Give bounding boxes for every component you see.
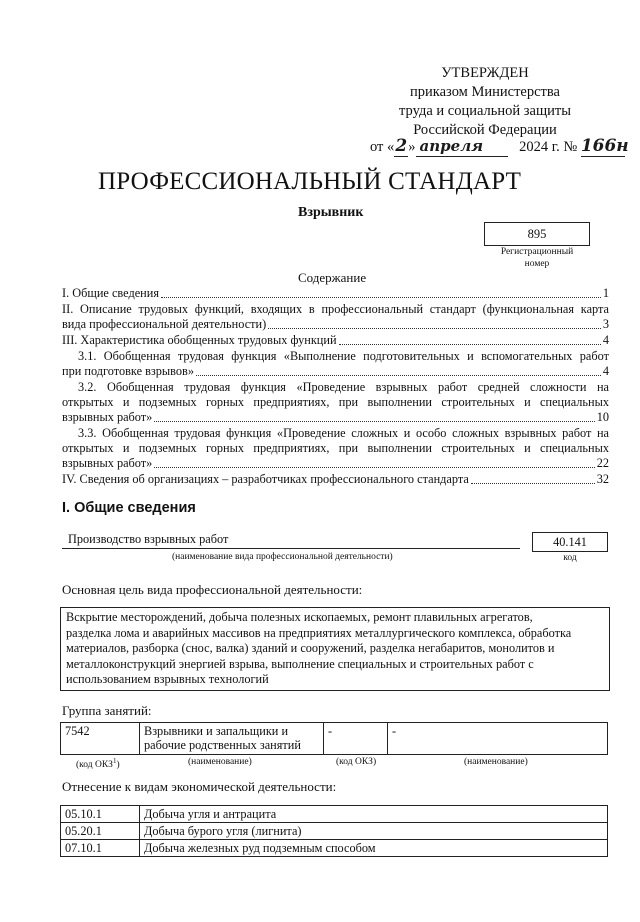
activity-underline [62,548,520,549]
approval-date-line: от «2» апреля 2024 г. № 166н [370,136,629,156]
toc-item-2[interactable]: вида профессиональной деятельности) 3 [62,317,609,331]
handwritten-order-number: 166н [580,136,629,156]
approval-federation-line: Российской Федерации [413,122,557,138]
occupation-group-table [60,722,608,755]
okz-code2-caption: (код ОКЗ) [336,757,377,767]
activity-code-caption: код [563,553,577,563]
toc-item-3-3[interactable]: взрывных работ» 22 [62,456,609,470]
okved-name-cell: Добыча железных руд подземным способом [140,840,608,857]
table-row [61,806,608,823]
activity-code-box: 40.141 [532,532,608,552]
section-1-heading: I. Общие сведения [62,500,196,516]
toc-item-3-2-line2: открытых и подземных горных предприятиях, при выполнении строительных и специальных [62,395,609,409]
okz-name2-caption: (наименование) [464,757,528,767]
goal-line-1: Вскрытие месторождений, добыча полезных ископаемых, ремонт плавильных агрегатов, [66,610,533,624]
toc-heading: Содержание [298,270,367,285]
toc-item-3-3-line2: открытых и подземных горных предприятиях, при выполнении строительных и специальных [62,441,609,455]
toc-item-3-2-line1: 3.2. Обобщенная трудовая функция «Проведение взрывных работ средней сложности на [78,380,609,394]
toc-item-3-1[interactable]: при подготовке взрывов» 4 [62,364,609,378]
econ-activity-label: Отнесение к видам экономической деятельности: [62,779,337,794]
okved-code-cell: 05.20.1 [61,823,140,840]
toc-item-3-2[interactable]: взрывных работ» 10 [62,410,609,424]
approval-block [380,64,590,140]
group-label: Группа занятий: [62,703,152,718]
table-row [61,840,608,857]
econ-activity-table [60,805,608,857]
toc-item-2-line1: II. Описание трудовых функций, входящих в профессиональный стандарт (функциональная карта [62,302,609,316]
handwritten-month: апреля [416,137,508,157]
okz-code-caption: (код ОКЗ$^1$) [76,757,120,771]
goal-label: Основная цель вида профессиональной деятельности: [62,582,363,597]
activity-caption: (наименование вида профессиональной деятельности) [172,552,393,562]
okz-name-cell: Взрывники и запальщики и рабочие родственных занятий [140,723,324,755]
registration-label: Регистрационный номер [500,247,574,269]
toc-item-4[interactable]: IV. Сведения об организациях – разработчиках профессионального стандарта 32 [62,472,609,486]
goal-line-5: использованием взрывных технологий [66,672,269,686]
toc-item-3-1-line1: 3.1. Обобщенная трудовая функция «Выполнение подготовительных и вспомогательных работ [78,349,609,363]
activity-name: Производство взрывных работ [68,532,229,546]
okz-name2-cell: - [388,723,608,755]
table-row [61,823,608,840]
approval-ministry-line: труда и социальной защиты [399,103,571,119]
okved-code-cell: 07.10.1 [61,840,140,857]
document-title: ПРОФЕССИОНАЛЬНЫЙ СТАНДАРТ [98,168,522,195]
okved-name-cell: Добыча угля и антрацита [140,806,608,823]
okz-code-cell: 7542 [61,723,140,755]
approval-order-line: приказом Министерства [410,84,560,100]
approval-title: УТВЕРЖДЕН [441,65,529,81]
okz-code2-cell: - [324,723,388,755]
goal-line-4: металлоконструкций энергией взрыва, выполнение специальных и строительных работ с [66,656,534,671]
okz-name-caption: (наименование) [188,757,252,767]
okved-code-cell: 05.10.1 [61,806,140,823]
okved-name-cell: Добыча бурого угля (лигнита) [140,823,608,840]
document-subtitle: Взрывник [298,205,364,220]
registration-number-box: 895 [484,222,590,246]
handwritten-day: 2 [395,136,408,156]
goal-box [60,607,610,691]
goal-line-2: разделка лома и аварийных массивов на предприятиях металлургического комплекса, обработка [66,625,572,640]
toc-item-3-3-line1: 3.3. Обобщенная трудовая функция «Проведение сложных и особо сложных взрывных работ на [78,426,609,440]
toc-item-1[interactable]: I. Общие сведения 1 [62,286,609,300]
goal-line-3: материалов, разборка (снос, валка) зданий и сооружений, разделка негабаритов, монолитов и [66,641,555,655]
toc-item-3[interactable]: III. Характеристика обобщенных трудовых функций 4 [62,333,609,347]
